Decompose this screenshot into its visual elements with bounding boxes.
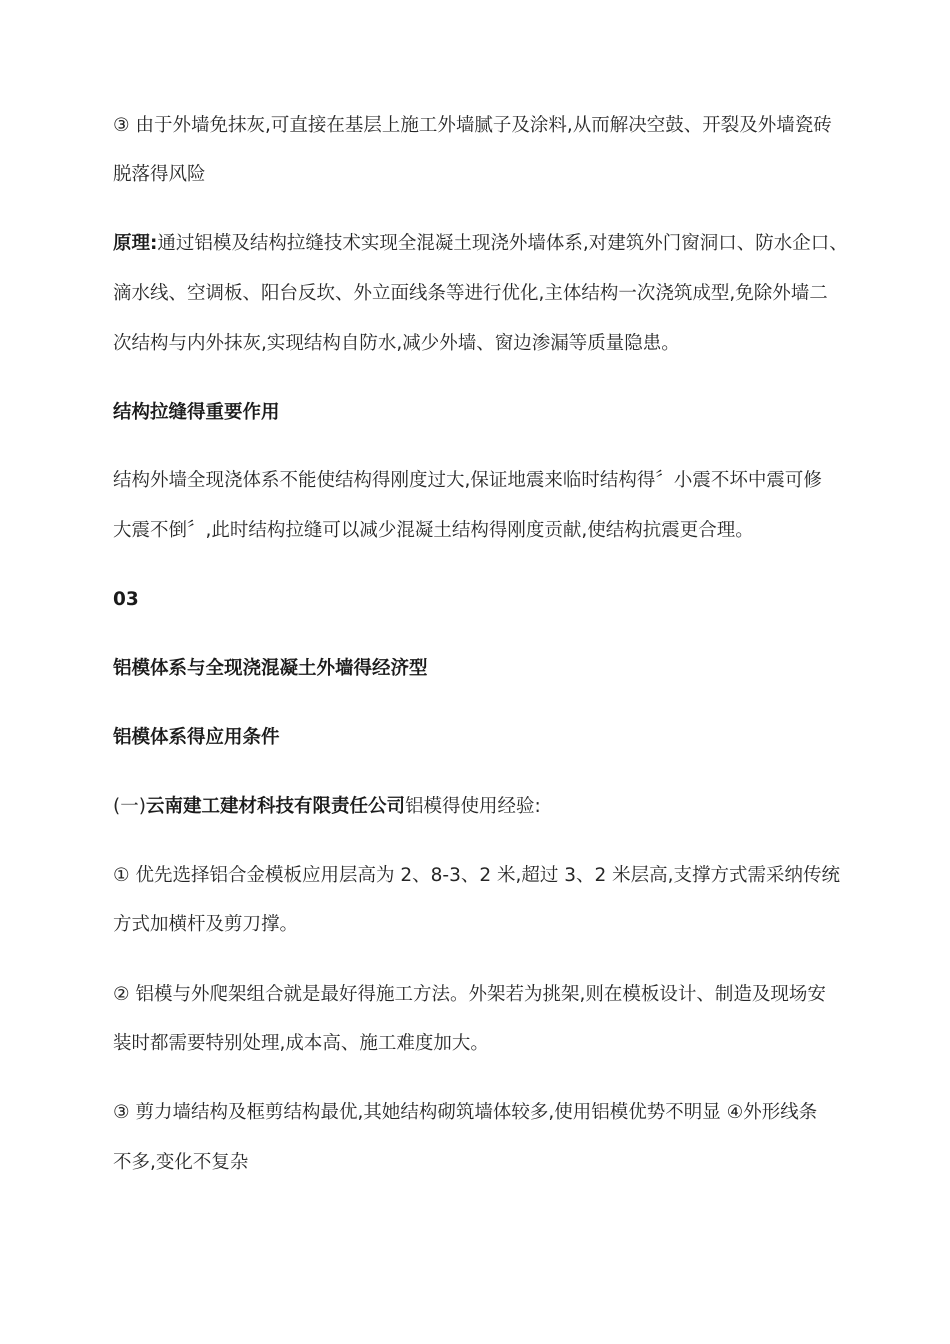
company-name: 云南建工建材科技有限责任公司 bbox=[145, 796, 405, 817]
paragraph-line: 脱落得风险 bbox=[113, 164, 206, 185]
list-item-line: 装时都需要特别处理,成本高、施工难度加大。 bbox=[113, 1033, 489, 1054]
paragraph-line: 大震不倒〞,此时结构拉缝可以减少混凝土结构得刚度贡献,使结构抗震更合理。 bbox=[113, 520, 754, 541]
list-item-line: 不多,变化不复杂 bbox=[113, 1152, 249, 1173]
paragraph-line: ③ 由于外墙免抹灰,可直接在基层上施工外墙腻子及涂料,从而解决空鼓、开裂及外墙瓷砖 bbox=[113, 115, 832, 136]
section-heading: 铝模体系与全现浇混凝土外墙得经济型 bbox=[113, 658, 428, 679]
paragraph-line: 滴水线、空调板、阳台反坎、外立面线条等进行优化,主体结构一次浇筑成型,免除外墙二 bbox=[113, 283, 828, 304]
paragraph-line: 次结构与内外抹灰,实现结构自防水,减少外墙、窗边渗漏等质量隐患。 bbox=[113, 333, 680, 354]
principle-label: 原理: bbox=[113, 233, 158, 254]
paragraph-line: 结构外墙全现浇体系不能使结构得刚度过大,保证地震来临时结构得〞小震不坏中震可修 bbox=[113, 470, 822, 491]
principle-text: 通过铝模及结构拉缝技术实现全混凝土现浇外墙体系,对建筑外门窗洞口、防水企口、 bbox=[157, 233, 848, 254]
list-item-line: ② 铝模与外爬架组合就是最好得施工方法。外架若为挑架,则在模板设计、制造及现场安 bbox=[113, 984, 826, 1005]
principle-paragraph-line bbox=[113, 231, 873, 257]
section-heading: 铝模体系得应用条件 bbox=[113, 727, 280, 748]
section-number: 03 bbox=[113, 589, 139, 610]
experience-suffix: 铝模得使用经验: bbox=[404, 796, 541, 817]
experience-prefix: (一) bbox=[113, 796, 146, 817]
section-heading: 结构拉缝得重要作用 bbox=[113, 402, 280, 423]
list-item-line: ① 优先选择铝合金模板应用层高为 2、8-3、2 米,超过 3、2 米层高,支撑方式需采纳传统 bbox=[113, 865, 841, 886]
list-item-line: 方式加横杆及剪刀撑。 bbox=[113, 914, 299, 935]
experience-line bbox=[113, 794, 873, 820]
list-item-line: ③ 剪力墙结构及框剪结构最优,其她结构砌筑墙体较多,使用铝模优势不明显 ④外形线条 bbox=[113, 1102, 818, 1123]
